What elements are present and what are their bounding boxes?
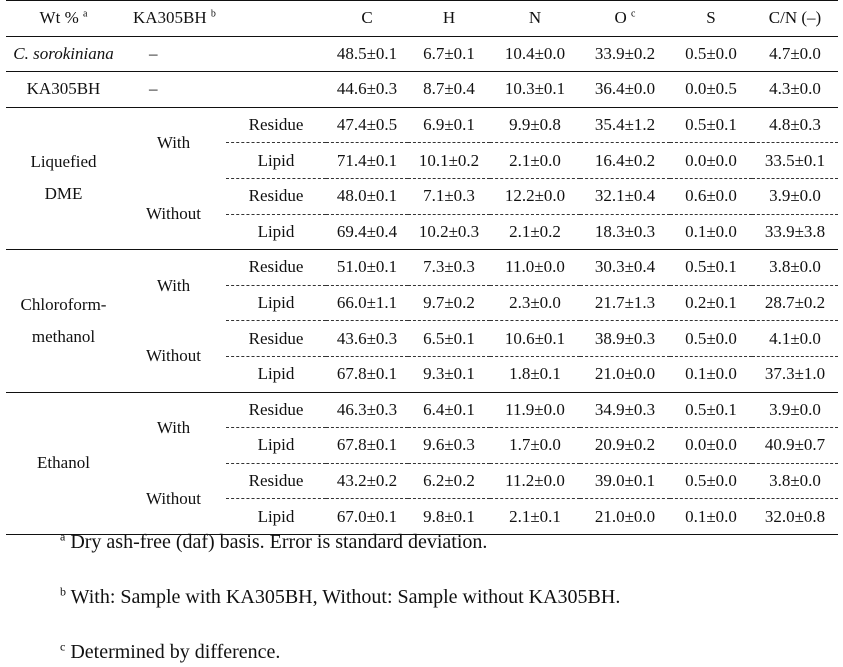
- value-cell: 9.6±0.3: [408, 428, 490, 464]
- value-cell: 0.5±0.0: [670, 321, 752, 357]
- value-cell: 67.0±0.1: [326, 499, 408, 535]
- value-cell: 7.3±0.3: [423, 257, 475, 277]
- header-o: O $^c$: [614, 8, 636, 28]
- table-row: [6, 463, 838, 499]
- value-cell: 0.0±0.0: [670, 428, 752, 464]
- value-cell: 0.5±0.1: [685, 399, 737, 419]
- value-cell: 4.7±0.0: [769, 43, 821, 63]
- value-cell: 9.3±0.1: [408, 356, 490, 392]
- value-cell: 36.4±0.0: [594, 79, 656, 99]
- value-cell: 3.8±0.0: [769, 257, 821, 277]
- value-cell: 4.3±0.0: [769, 79, 821, 99]
- value-cell: 2.1±0.0: [490, 143, 580, 179]
- value-cell: 34.9±0.3: [594, 399, 656, 419]
- table-row: [6, 250, 838, 286]
- table-row: [6, 178, 838, 214]
- fraction-label: Residue: [226, 463, 326, 499]
- value-cell: 67.8±0.1: [326, 428, 408, 464]
- value-cell: 1.8±0.1: [490, 356, 580, 392]
- value-cell: 0.1±0.0: [670, 214, 752, 250]
- value-cell: 6.2±0.2: [408, 463, 490, 499]
- value-cell: 0.0±0.0: [670, 143, 752, 179]
- fraction-label: Residue: [226, 321, 326, 357]
- value-cell: 10.3±0.1: [504, 79, 566, 99]
- footnote-c: $^c$ Determined by difference.: [60, 639, 281, 663]
- fraction-label: Lipid: [226, 214, 326, 250]
- header-wt: Wt % $^a$: [39, 8, 88, 28]
- fraction-label: Residue: [248, 257, 304, 277]
- value-cell: 0.5±0.0: [670, 463, 752, 499]
- value-cell: 3.9±0.0: [769, 399, 821, 419]
- fraction-label: Lipid: [226, 285, 326, 321]
- value-cell: 47.4±0.5: [336, 115, 398, 135]
- group-label: [6, 392, 121, 534]
- value-cell: 10.2±0.3: [408, 214, 490, 250]
- value-cell: 33.5±0.1: [752, 143, 838, 179]
- ka-label: Without: [145, 488, 202, 508]
- value-cell: 6.5±0.1: [408, 321, 490, 357]
- fraction-label: Lipid: [226, 499, 326, 535]
- value-cell: 21.7±1.3: [580, 285, 670, 321]
- fraction-label: Lipid: [226, 356, 326, 392]
- value-cell: 11.2±0.0: [490, 463, 580, 499]
- value-cell: 21.0±0.0: [580, 356, 670, 392]
- group-label-line2: methanol: [31, 326, 96, 346]
- row-ka: –: [149, 43, 158, 63]
- group-label-line1: Liquefied: [30, 152, 97, 172]
- header-row: [6, 1, 838, 37]
- value-cell: 66.0±1.1: [326, 285, 408, 321]
- row-ka: –: [149, 79, 158, 99]
- value-cell: 69.4±0.4: [326, 214, 408, 250]
- value-cell: 51.0±0.1: [336, 257, 398, 277]
- value-cell: 48.5±0.1: [336, 43, 398, 63]
- value-cell: 16.4±0.2: [580, 143, 670, 179]
- fraction-label: Lipid: [226, 143, 326, 179]
- value-cell: 32.0±0.8: [752, 499, 838, 535]
- value-cell: 20.9±0.2: [580, 428, 670, 464]
- value-cell: 0.5±0.0: [685, 43, 737, 63]
- value-cell: 9.7±0.2: [408, 285, 490, 321]
- value-cell: 8.7±0.4: [423, 79, 475, 99]
- value-cell: 11.0±0.0: [505, 257, 565, 277]
- ka-label: Without: [145, 346, 202, 366]
- ka-label: With: [156, 133, 191, 153]
- value-cell: 0.5±0.1: [685, 257, 737, 277]
- header-n: N: [528, 8, 542, 28]
- value-cell: 4.1±0.0: [752, 321, 838, 357]
- value-cell: 12.2±0.0: [490, 178, 580, 214]
- header-cn: C/N (–): [768, 8, 822, 28]
- row-label: KA305BH: [26, 79, 101, 99]
- fraction-label: Residue: [226, 178, 326, 214]
- value-cell: 67.8±0.1: [326, 356, 408, 392]
- value-cell: 6.9±0.1: [423, 115, 475, 135]
- table-row: [6, 36, 838, 72]
- value-cell: 10.1±0.2: [408, 143, 490, 179]
- ka-label: With: [156, 275, 191, 295]
- value-cell: 37.3±1.0: [752, 356, 838, 392]
- value-cell: 46.3±0.3: [336, 399, 398, 419]
- table-row: [6, 321, 838, 357]
- value-cell: 48.0±0.1: [326, 178, 408, 214]
- value-cell: 32.1±0.4: [580, 178, 670, 214]
- value-cell: 0.0±0.5: [685, 79, 737, 99]
- value-cell: 4.8±0.3: [769, 115, 821, 135]
- group-label: [6, 107, 121, 249]
- value-cell: 6.7±0.1: [423, 43, 475, 63]
- value-cell: 0.6±0.0: [670, 178, 752, 214]
- value-cell: 28.7±0.2: [752, 285, 838, 321]
- ka-label: With: [156, 417, 191, 437]
- footnote-b: $^b$ With: Sample with KA305BH, Without: Sample without KA305BH.: [60, 584, 621, 608]
- group-label-line1: Ethanol: [37, 453, 90, 473]
- value-cell: 0.1±0.0: [670, 356, 752, 392]
- value-cell: 33.9±3.8: [752, 214, 838, 250]
- value-cell: 35.4±1.2: [594, 115, 656, 135]
- table-row: [6, 392, 838, 428]
- value-cell: 38.9±0.3: [580, 321, 670, 357]
- value-cell: 3.8±0.0: [752, 463, 838, 499]
- value-cell: 3.9±0.0: [752, 178, 838, 214]
- value-cell: 18.3±0.3: [580, 214, 670, 250]
- value-cell: 0.2±0.1: [670, 285, 752, 321]
- fraction-label: Lipid: [226, 428, 326, 464]
- table-row: [6, 107, 838, 143]
- value-cell: 10.6±0.1: [490, 321, 580, 357]
- group-label-line2: DME: [44, 184, 83, 204]
- ka-label: Without: [145, 203, 202, 223]
- group-label: [6, 250, 121, 392]
- value-cell: 43.6±0.3: [326, 321, 408, 357]
- table-row: [6, 72, 838, 108]
- value-cell: 40.9±0.7: [752, 428, 838, 464]
- value-cell: 2.3±0.0: [490, 285, 580, 321]
- footnote-a: $^a$ Dry ash-free (daf) basis. Error is standard deviation.: [60, 529, 488, 553]
- value-cell: 9.8±0.1: [408, 499, 490, 535]
- row-label: C. sorokiniana: [13, 43, 114, 63]
- header-s: S: [706, 8, 716, 28]
- value-cell: 0.1±0.0: [670, 499, 752, 535]
- value-cell: 6.4±0.1: [423, 399, 475, 419]
- value-cell: 71.4±0.1: [326, 143, 408, 179]
- value-cell: 43.2±0.2: [326, 463, 408, 499]
- value-cell: 2.1±0.2: [490, 214, 580, 250]
- value-cell: 33.9±0.2: [594, 43, 656, 63]
- group-label-line1: Chloroform-: [20, 294, 107, 314]
- value-cell: 44.6±0.3: [336, 79, 398, 99]
- header-ka305bh: KA305BH $^b$: [133, 8, 216, 28]
- composition-table: [6, 0, 838, 535]
- header-h: H: [442, 8, 456, 28]
- value-cell: 39.0±0.1: [580, 463, 670, 499]
- value-cell: 1.7±0.0: [490, 428, 580, 464]
- value-cell: 2.1±0.1: [490, 499, 580, 535]
- value-cell: 7.1±0.3: [408, 178, 490, 214]
- value-cell: 21.0±0.0: [580, 499, 670, 535]
- fraction-label: Residue: [248, 399, 304, 419]
- value-cell: 0.5±0.1: [685, 115, 737, 135]
- fraction-label: Residue: [248, 115, 304, 135]
- value-cell: 9.9±0.8: [509, 115, 561, 135]
- value-cell: 11.9±0.0: [505, 399, 565, 419]
- value-cell: 30.3±0.4: [594, 257, 656, 277]
- header-c: C: [361, 8, 373, 28]
- value-cell: 10.4±0.0: [504, 43, 566, 63]
